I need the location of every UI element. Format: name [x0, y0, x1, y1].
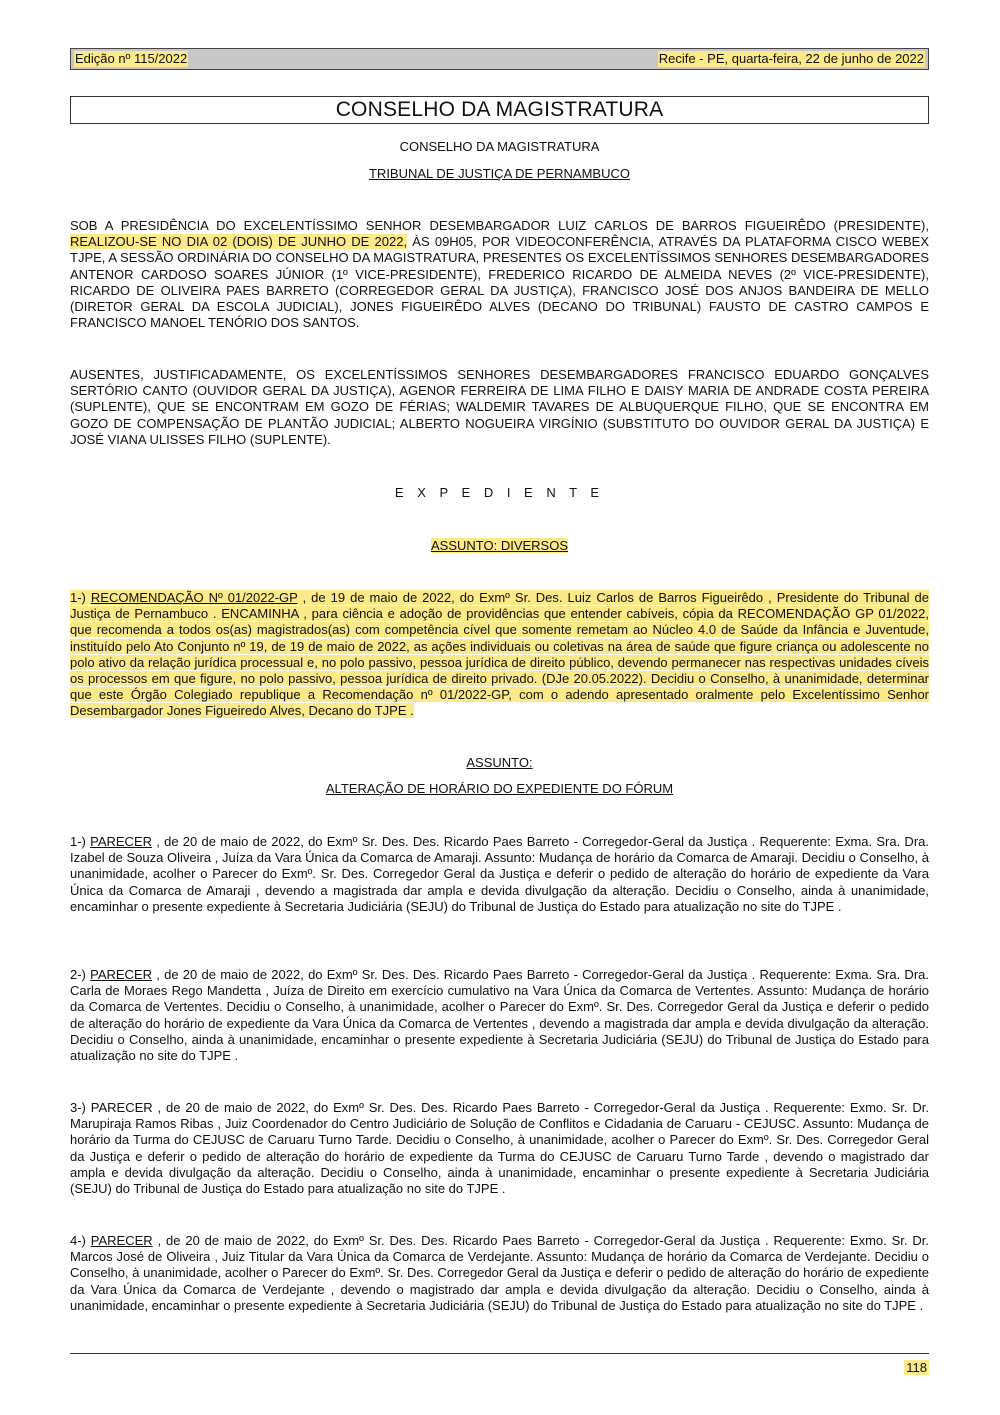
parecer-text: , de 20 de maio de 2022, do Exmº Sr. Des. Des. Ricardo Paes Barreto - Corregedor-Geral da Justiça . Requerente: Exmo. Sr. Dr. Marupiraja Ramos Ribas , Juiz Coordenador do Centro Judiciário de Solução de Conflitos e Cidadania de Caruaru - CEJUSC. Assunto: Mudança de horário da Turma do CEJUSC de Caruaru Turno Tarde. Decidiu o Conselho, à unanimidade, acolher o Parecer do Exmº. Sr. Des. Corregedor Geral da Justiça e deferir o pedido de alteração do horário de expediente da Turma do CEJUSC de Caruaru Turno Tarde , devendo o magistrado dar ampla e devida divulgação da alteração. Decidiu o Conselho, ainda à unanimidade, encaminhar o presente expediente à Secretaria Judiciária (SEJU) do Tribunal de Justiça do Estado para atualização no site do TJPE . — [70, 1100, 929, 1197]
assunto-diversos-label: ASSUNTO: DIVERSOS — [430, 538, 568, 553]
parecer-item — [70, 967, 929, 1064]
expediente-label: E X P E D I E N T E — [394, 485, 605, 500]
assunto-diversos — [70, 538, 929, 553]
rec-item-number: 1-) — [70, 590, 91, 605]
section-title: CONSELHO DA MAGISTRATURA — [70, 96, 929, 124]
rec-item-text: , de 19 de maio de 2022, do Exmº Sr. Des. Luiz Carlos de Barros Figueirêdo , Presidente do Tribunal de Justiça de Pernambuco . ENCAMINHA , para ciência e adoção de providências que entender cabíveis, cópia da RECOMENDAÇÃO GP 01/2022, que recomenda a todos os(as) magistrados(as) com competência cível que somente remetam ao Núcleo 4.0 de Saúde da Infância e Juventude, instituído pelo Ato Conjunto nº 19, de 19 de maio de 2022, as ações individuais ou coletivas na área de saúde que figure criança ou adolescente no polo ativo da relação jurídica processual e, no polo passivo, pessoa jurídica de direito público, devendo permanecer nas respectivas unidades cíveis os processos em que figure, no polo passivo, pessoa jurídica de direito privado. (DJe 20.05.2022). Decidiu o Conselho, à unanimidade, determinar que este Órgão Colegiado republique a Recomendação nº 01/2022-GP, com o adendo apresentado oralmente pelo Excelentíssimo Senhor Desembargador Jones Figueiredo Alves, Decano do TJPE . — [70, 590, 930, 719]
parecer-ref: PARECER — [90, 1233, 153, 1248]
parecer-ref: PARECER — [90, 967, 153, 982]
meeting-date-highlight: REALIZOU-SE NO DIA 02 (DOIS) DE JUNHO DE 2022, — [70, 234, 408, 250]
page-header — [70, 48, 929, 70]
parecer-text: , de 20 de maio de 2022, do Exmº Sr. Des. Des. Ricardo Paes Barreto - Corregedor-Geral da Justiça . Requerente: Exma. Sra. Dra. Carla de Moraes Rego Mandetta , Juíza de Direito em exercício cumulativo na Vara Única da Comarca de Vertentes. Assunto: Mudança de horário da Comarca de Vertentes. Decidiu o Conselho, à unanimidade, acolher o Parecer do Exmº. Sr. Des. Corregedor Geral da Justiça e deferir o pedido de alteração do horário de expediente da Vara Única da Comarca de Vertentes , devendo a magistrada dar ampla e devida divulgação da alteração. Decidiu o Conselho, ainda à unanimidade, encaminhar o presente expediente à Secretaria Judiciária (SEJU) do Tribunal de Justiça do Estado para atualização no site do TJPE . — [70, 967, 929, 1064]
rec-item-ref: RECOMENDAÇÃO Nº 01/2022-GP — [90, 590, 298, 605]
intro-paragraph-absent: AUSENTES, JUSTIFICADAMENTE, OS EXCELENTÍSSIMOS SENHORES DESEMBARGADORES FRANCISCO EDUARDO GONÇALVES SERTÓRIO CANTO (OUVIDOR GERAL DA JUSTIÇA), AGENOR FERREIRA DE LIMA FILHO E DAISY MARIA DE ANDRADE COSTA PEREIRA (SUPLENTE), QUE SE ENCONTRAM EM GOZO DE FÉRIAS; WALDEMIR TAVARES DE ALBUQUERQUE FILHO, QUE SE ENCONTRA EM GOZO DE COMPENSAÇÃO DE PLANTÃO JUDICIAL; ALBERTO NOGUEIRA VIRGÍNIO (SUBSTITUTO DO OUVIDOR GERAL DA JUSTIÇA) E JOSÉ VIANA ULISSES FILHO (SUPLENTE). — [70, 367, 929, 447]
intro-text-a: SOB A PRESIDÊNCIA DO EXCELENTÍSSIMO SENHOR DESEMBARGADOR LUIZ CARLOS DE BARROS FIGUEIRÊDO (PRESIDENTE), — [70, 218, 929, 233]
edition-number: Edição nº 115/2022 — [75, 51, 188, 66]
subtitle-council: CONSELHO DA MAGISTRATURA — [399, 139, 600, 154]
assunto-heading: ASSUNTO: — [466, 755, 533, 770]
parecer-text: , de 20 de maio de 2022, do Exmº Sr. Des. Des. Ricardo Paes Barreto - Corregedor-Geral da Justiça . Requerente: Exma. Sra. Dra. Izabel de Souza Oliveira , Juíza da Vara Única da Comarca de Amaraji. Assunto: Mudança de horário da Comarca de Amaraji. Decidiu o Conselho, à unanimidade, acolher o Parecer do Exmº. Sr. Des. Corregedor Geral da Justiça e deferir o pedido de alteração do horário de expediente da Vara Única da Comarca de Amaraji , devendo a magistrada dar ampla e devida divulgação da alteração. Decidiu o Conselho, ainda à unanimidade, encaminhar o presente expediente à Secretaria Judiciária (SEJU) do Tribunal de Justiça do Estado para atualização no site do TJPE . — [70, 834, 929, 914]
footer-divider — [70, 1353, 929, 1354]
assunto-subheading: ALTERAÇÃO DE HORÁRIO DO EXPEDIENTE DO FÓRUM — [325, 781, 674, 796]
parecer-item — [70, 1100, 929, 1197]
parecer-number: 4-) — [70, 1233, 91, 1248]
parecer-item — [70, 1233, 929, 1314]
subtitle-tribunal: TRIBUNAL DE JUSTIÇA DE PERNAMBUCO — [368, 166, 630, 181]
parecer-ref: PARECER — [90, 1100, 153, 1115]
page-number: 118 — [906, 1360, 927, 1375]
intro-text-b: ÀS 09H05, POR VIDEOCONFERÊNCIA, ATRAVÉS DA PLATAFORMA CISCO WEBEX TJPE, A SESSÃO ORDINÁRIA DO CONSELHO DA MAGISTRATURA, PRESENTES OS EXCELENTÍSSIMOS SENHORES DESEMBARGADORES ANTENOR CARDOSO SOARES JÚNIOR (1º VICE-PRESIDENTE), FREDERICO RICARDO DE ALMEIDA NEVES (2º VICE-PRESIDENTE), RICARDO DE OLIVEIRA PAES BARRETO (CORREGEDOR GERAL DA JUSTIÇA), FRANCISCO JOSÉ DOS ANJOS BANDEIRA DE MELLO (DIRETOR GERAL DA ESCOLA JUDICIAL), JONES FIGUEIRÊDO ALVES (DECANO DO TRIBUNAL) FAUSTO DE CASTRO CAMPOS E FRANCISCO MANOEL TENÓRIO DOS SANTOS. — [70, 234, 930, 331]
parecer-text: , de 20 de maio de 2022, do Exmº Sr. Des. Des. Ricardo Paes Barreto - Corregedor-Geral da Justiça . Requerente: Exmo. Sr. Dr. Marcos José de Oliveira , Juiz Titular da Vara Única da Comarca de Verdejante. Assunto: Mudança de horário da Comarca de Verdejante. Decidiu o Conselho, à unanimidade, acolher o Parecer do Exmº. Sr. Des. Corregedor Geral da Justiça e deferir o pedido de alteração do horário de expediente da Vara Única da Comarca de Verdejante , devendo o magistrado dar ampla e devida divulgação da alteração. Decidiu o Conselho, ainda à unanimidade, encaminhar o presente expediente à Secretaria Judiciária (SEJU) do Tribunal de Justiça do Estado para atualização no site do TJPE . — [70, 1233, 929, 1313]
parecer-ref: PARECER — [90, 834, 153, 849]
parecer-number: 3-) — [70, 1100, 91, 1115]
intro-paragraph-present — [70, 218, 929, 331]
parecer-item — [70, 834, 929, 915]
place-date: Recife - PE, quarta-feira, 22 de junho de 2022 — [658, 51, 924, 66]
expediente-heading — [70, 485, 929, 500]
parecer-number: 2-) — [70, 967, 91, 982]
parecer-number: 1-) — [70, 834, 91, 849]
recommendation-item — [70, 590, 929, 720]
